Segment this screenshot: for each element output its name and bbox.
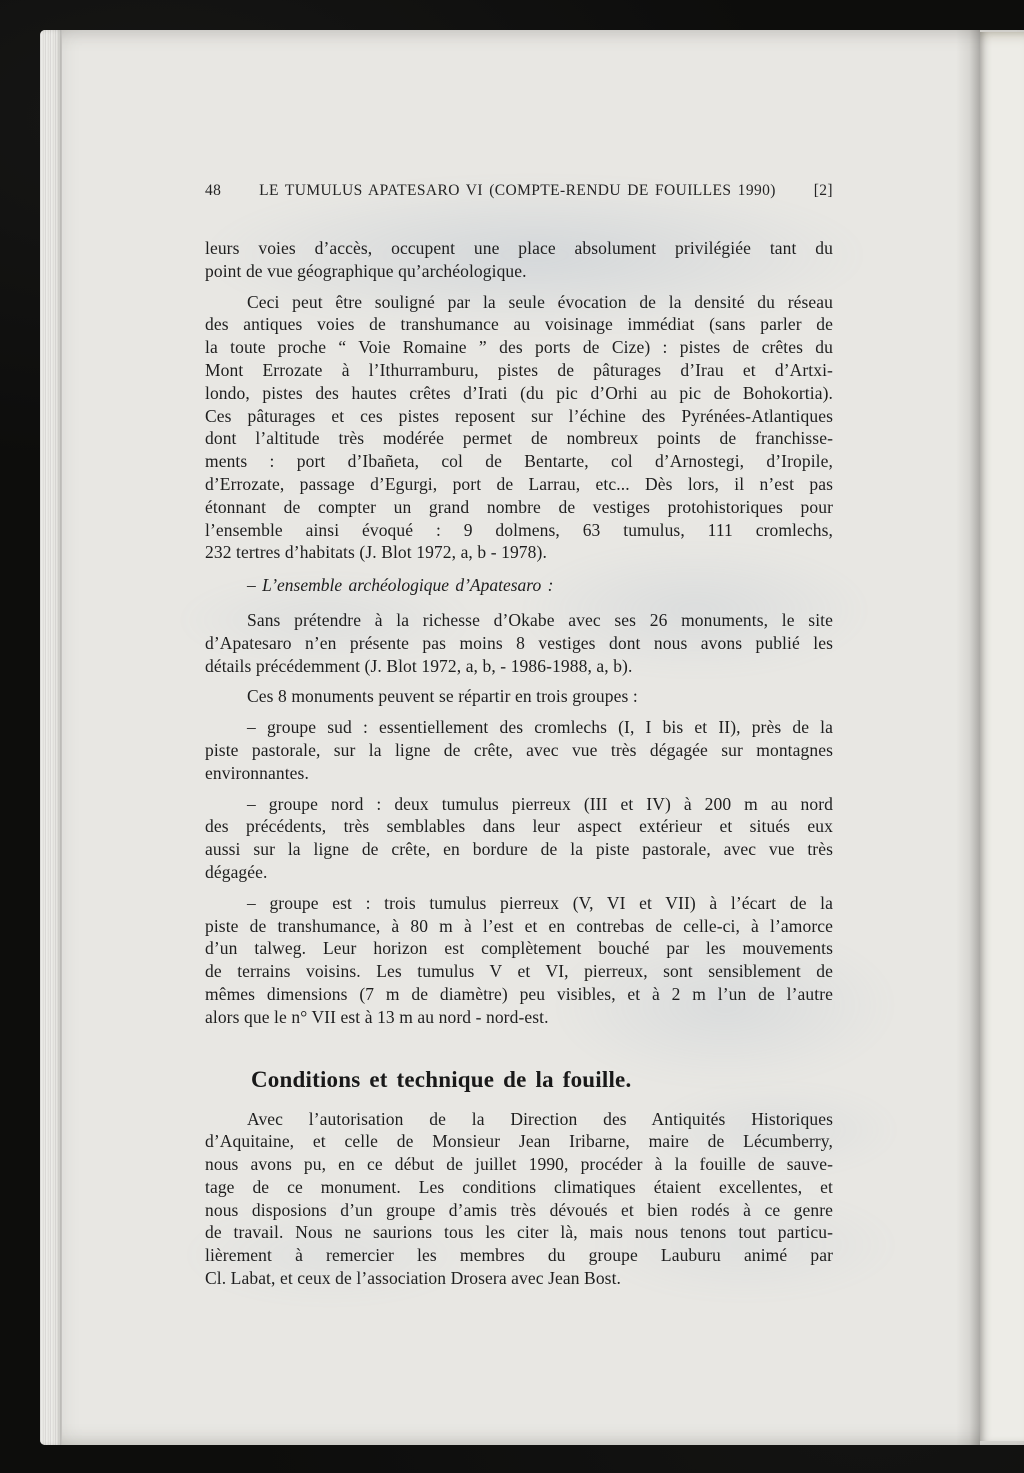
text-line: aussi sur la ligne de crête, en bordure de la piste pastorale, avec vue très <box>205 839 833 860</box>
paragraph <box>205 716 833 784</box>
text-line: Cl. Labat, et ceux de l’association Drosera avec Jean Bost. <box>205 1268 622 1289</box>
text-line: l’ensemble ainsi évoqué : 9 dolmens, 63 tumulus, 111 cromlechs, <box>205 519 833 540</box>
paragraph <box>205 609 833 677</box>
text-block <box>205 182 833 1290</box>
text-line: des antiques voies de transhumance au voisinage immédiat (sans parler de <box>205 314 833 335</box>
text-line: d’Errozate, passage d’Egurgi, port de Larrau, etc... Dès lors, il n’est pas <box>205 473 833 494</box>
text-line: Avec l’autorisation de la Direction des Antiquités Historiques <box>247 1108 833 1129</box>
subheading <box>205 574 833 597</box>
paragraph <box>205 892 833 1029</box>
text-line: nous avons pu, en ce début de juillet 1990, procéder à la fouille de sauve- <box>205 1154 833 1175</box>
text-line: – groupe nord : deux tumulus pierreux (III et IV) à 200 m au nord <box>247 793 833 814</box>
text-line: Conditions et technique de la fouille. <box>251 1066 632 1092</box>
paragraph <box>205 793 833 884</box>
text-line: 232 tertres d’habitats (J. Blot 1972, a, b - 1978). <box>205 542 547 563</box>
text-line: Ces 8 monuments peuvent se répartir en trois groupes : <box>247 686 638 707</box>
paragraph <box>205 291 833 565</box>
text-line: piste de transhumance, à 80 m à l’est et en contrebas de celle-ci, à l’amorce <box>205 915 833 936</box>
text-line: Sans prétendre à la richesse d’Okabe avec ses 26 monuments, le site <box>247 609 833 630</box>
page-edge-stack <box>40 30 62 1445</box>
paragraph <box>205 237 833 283</box>
text-line: leurs voies d’accès, occupent une place absolument privilégiée tant du <box>205 238 833 258</box>
text-line: d’Aquitaine, et celle de Monsieur Jean Iribarne, maire de Lécumberry, <box>205 1131 833 1152</box>
text-line: d’Apatesaro n’en présente pas moins 8 vestiges dont nous avons publié les <box>205 632 833 653</box>
book-page <box>40 30 1024 1445</box>
text-line: la toute proche “ Voie Romaine ” des ports de Cize) : pistes de crêtes du <box>205 337 833 358</box>
text-line: mêmes dimensions (7 m de diamètre) peu visibles, et à 2 m l’un de l’autre <box>205 983 833 1004</box>
text-line: de travail. Nous ne saurions tous les citer là, mais nous tenons tout particu- <box>205 1222 833 1243</box>
page-number: 48 <box>205 182 222 199</box>
text-line: ments : port d’Ibañeta, col de Bentarte, col d’Arnostegi, d’Iropile, <box>205 451 833 472</box>
text-line: dégagée. <box>205 861 268 882</box>
text-line: piste pastorale, sur la ligne de crête, avec vue très dégagée sur montagnes <box>205 739 833 760</box>
text-line: Mont Errozate à l’Ithurramburu, pistes de pâturages d’Irau et d’Artxi- <box>205 359 833 380</box>
text-line: des précédents, très semblables dans leur aspect extérieur et situés eux <box>205 816 833 837</box>
text-line: de terrains voisins. Les tumulus V et VI, pierreux, sont sensiblement de <box>205 961 833 982</box>
text-line: – L’ensemble archéologique d’Apatesaro : <box>247 575 554 596</box>
paragraph <box>205 685 833 708</box>
text-line: – groupe sud : essentiellement des cromlechs (I, I bis et II), près de la <box>247 717 833 738</box>
text-line: Ceci peut être souligné par la seule évocation de la densité du réseau <box>247 291 833 312</box>
text-line: nous disposions d’un groupe d’amis très dévoués et bien rodés à ce genre <box>205 1199 833 1220</box>
text-line: londo, pistes des hautes crêtes d’Irati (du pic d’Orhi au pic de Bohokortia). <box>205 382 833 403</box>
page-fold-gutter <box>956 30 980 1445</box>
text-line: – groupe est : trois tumulus pierreux (V, VI et VII) à l’écart de la <box>247 892 833 913</box>
text-line: d’un talweg. Leur horizon est complètement bouché par les mouvements <box>205 938 833 959</box>
paragraph <box>205 1108 833 1290</box>
text-line: dont l’altitude très modérée permet de nombreux points de franchisse- <box>205 428 833 449</box>
running-title: LE TUMULUS APATESARO VI (COMPTE-RENDU DE FOUILLES 1990) <box>259 182 776 199</box>
text-line: point de vue géographique qu’archéologique. <box>205 260 527 281</box>
section-reference: [2] <box>813 182 833 199</box>
text-line: environnantes. <box>205 762 309 783</box>
text-line: étonnant de compter un grand nombre de vestiges protohistoriques pour <box>205 496 833 517</box>
text-line: détails précédemment (J. Blot 1972, a, b, - 1986-1988, a, b). <box>205 655 633 676</box>
page-content <box>205 237 833 1290</box>
text-line: alors que le n° VII est à 13 m au nord - nord-est. <box>205 1006 549 1027</box>
text-line: lièrement à remercier les membres du groupe Lauburu animé par <box>205 1245 833 1266</box>
running-header <box>205 182 833 200</box>
facing-page-edge <box>980 32 1024 1441</box>
text-line: Ces pâturages et ces pistes reposent sur l’échine des Pyrénées-Atlantiques <box>205 405 833 426</box>
section-heading <box>205 1065 833 1095</box>
text-line: tage de ce monument. Les conditions climatiques étaient excellentes, et <box>205 1176 833 1197</box>
